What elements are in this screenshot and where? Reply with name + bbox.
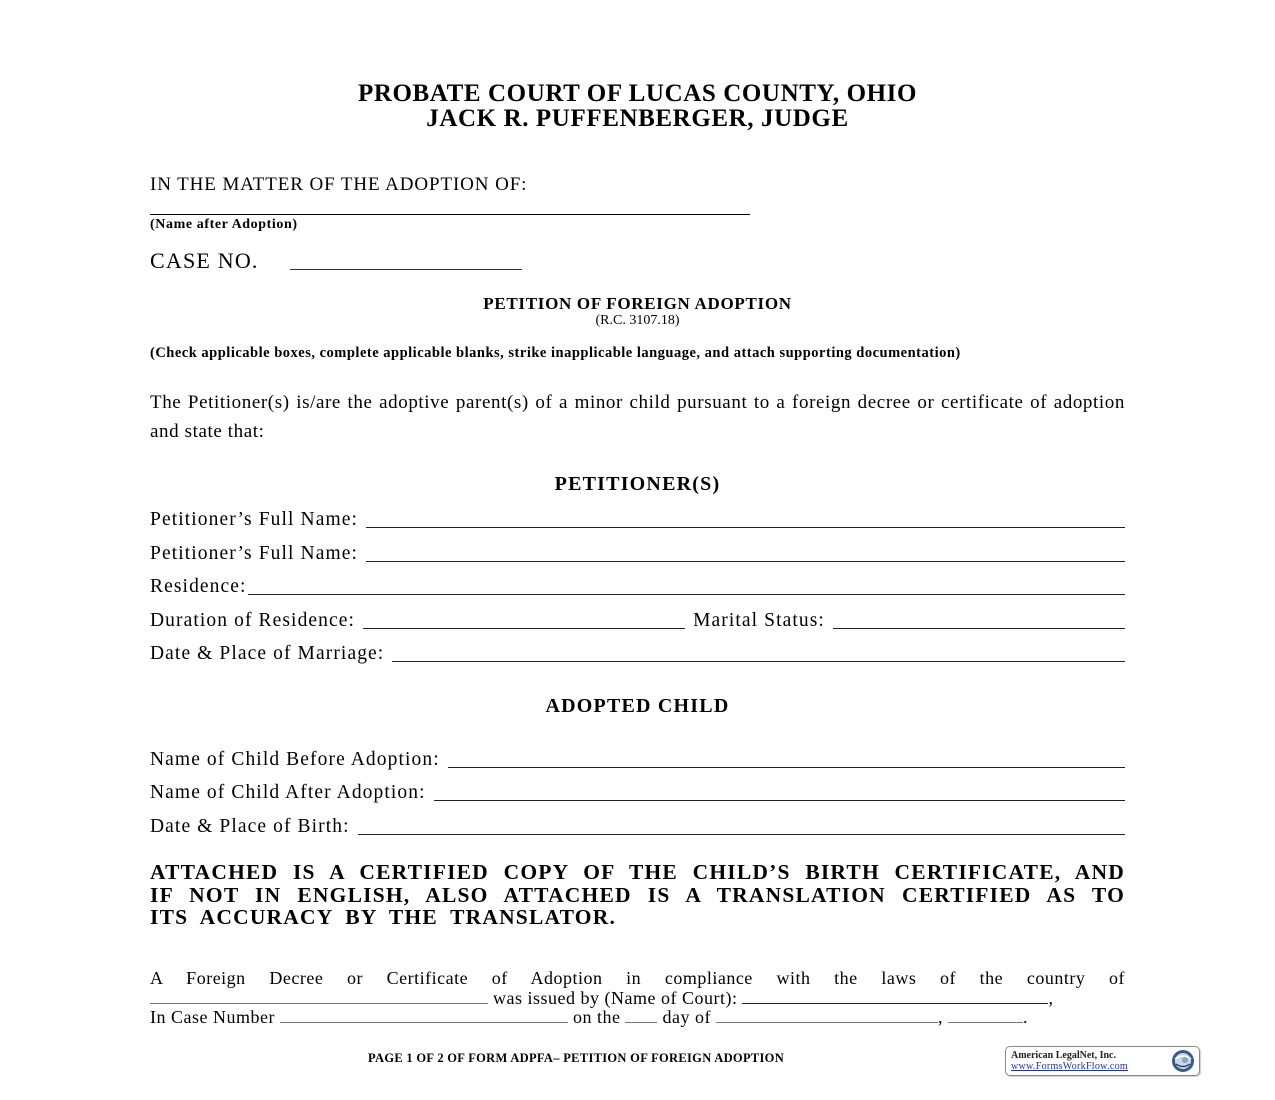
form-title: PETITION OF FOREIGN ADOPTION	[483, 294, 792, 313]
matter-heading: IN THE MATTER OF THE ADOPTION OF:	[150, 174, 528, 195]
child-name-before-row	[150, 743, 1125, 771]
badge-url-link[interactable]: www.FormsWorkFlow.com	[1011, 1061, 1128, 1072]
decree-line-3	[150, 1008, 1125, 1028]
decree-line-1: A Foreign Decree or Certificate of Adoption in compliance with the laws of the country of	[150, 968, 1125, 988]
attached-certificate-notice: ATTACHED IS A CERTIFIED COPY OF THE CHILD’S BIRTH CERTIFICATE, AND IF NOT IN ENGLISH, ALSO ATTACHED IS A TRANSLATION CERTIFIED AS TO ITS ACCURACY BY THE TRANSLATOR.	[150, 860, 1125, 929]
date-place-marriage-field[interactable]	[392, 661, 1125, 662]
petitioner-2-name-label: Petitioner’s Full Name:	[150, 543, 359, 564]
date-place-birth-label: Date & Place of Birth:	[150, 816, 350, 837]
date-place-marriage-label: Date & Place of Marriage:	[150, 643, 385, 664]
statute-reference: (R.C. 3107.18)	[595, 313, 680, 328]
duration-marital-row	[150, 604, 1125, 632]
day-of-text: day of	[662, 1007, 711, 1027]
court-name: PROBATE COURT OF LUCAS COUNTY, OHIO	[357, 80, 918, 107]
page-footer: PAGE 1 OF 2 OF FORM ADPFA– PETITION OF FOREIGN ADOPTION	[368, 1051, 785, 1065]
period-text: .	[1022, 1007, 1028, 1027]
court-name-field[interactable]	[742, 989, 1048, 1004]
date-place-birth-field[interactable]	[358, 834, 1125, 835]
decree-paragraph	[150, 969, 1125, 1028]
day-field[interactable]	[625, 1008, 657, 1023]
comma-text: ,	[1048, 987, 1054, 1008]
decree-case-number-field[interactable]	[280, 1008, 568, 1023]
child-name-after-row	[150, 776, 1125, 804]
petitioner-1-name-field[interactable]	[366, 527, 1125, 528]
petitioner-1-name-row	[150, 503, 1125, 531]
petitioner-2-name-field[interactable]	[366, 561, 1125, 562]
intro-paragraph: The Petitioner(s) is/are the adoptive parent(s) of a minor child pursuant to a foreign decree or certificate of adoption and state that:	[150, 392, 1125, 442]
case-number-text: In Case Number	[150, 1007, 275, 1027]
child-name-after-field[interactable]	[434, 800, 1125, 801]
country-field[interactable]	[150, 989, 488, 1004]
case-number-field[interactable]	[290, 269, 522, 270]
comma-text: ,	[937, 1007, 943, 1027]
child-name-after-label: Name of Child After Adoption:	[150, 782, 426, 803]
petitioner-2-name-row	[150, 537, 1125, 565]
duration-of-residence-field[interactable]	[363, 628, 685, 629]
issued-by-label: was issued by (Name of Court):	[493, 987, 738, 1008]
marriage-row	[150, 637, 1125, 665]
month-field[interactable]	[716, 1008, 938, 1023]
decree-line-2	[150, 989, 1125, 1009]
globe-logo-icon	[1171, 1049, 1195, 1073]
residence-row	[150, 570, 1125, 598]
judge-name: JACK R. PUFFENBERGER, JUDGE	[426, 105, 849, 132]
case-number-label: CASE NO.	[150, 248, 259, 273]
name-after-adoption-field[interactable]	[150, 214, 750, 215]
petitioner-1-name-label: Petitioner’s Full Name:	[150, 509, 359, 530]
marital-status-label: Marital Status:	[693, 610, 825, 631]
year-field[interactable]	[948, 1008, 1023, 1023]
badge-company-name: American LegalNet, Inc.	[1011, 1050, 1116, 1061]
duration-of-residence-label: Duration of Residence:	[150, 610, 356, 631]
on-the-text: on the	[572, 1007, 621, 1027]
child-name-before-label: Name of Child Before Adoption:	[150, 749, 440, 770]
american-legalnet-badge[interactable]	[1005, 1046, 1200, 1076]
instructions-text: (Check applicable boxes, complete applicable blanks, strike inapplicable language, and attach supporting documentation)	[150, 345, 961, 361]
marital-status-field[interactable]	[833, 628, 1125, 629]
adopted-child-section-title: ADOPTED CHILD	[545, 695, 730, 717]
petitioners-section-title: PETITIONER(S)	[554, 473, 721, 495]
residence-label: Residence:	[150, 576, 247, 597]
child-name-before-field[interactable]	[448, 767, 1125, 768]
residence-field[interactable]	[248, 594, 1125, 595]
name-after-adoption-label: (Name after Adoption)	[150, 217, 298, 232]
birth-row	[150, 810, 1125, 838]
